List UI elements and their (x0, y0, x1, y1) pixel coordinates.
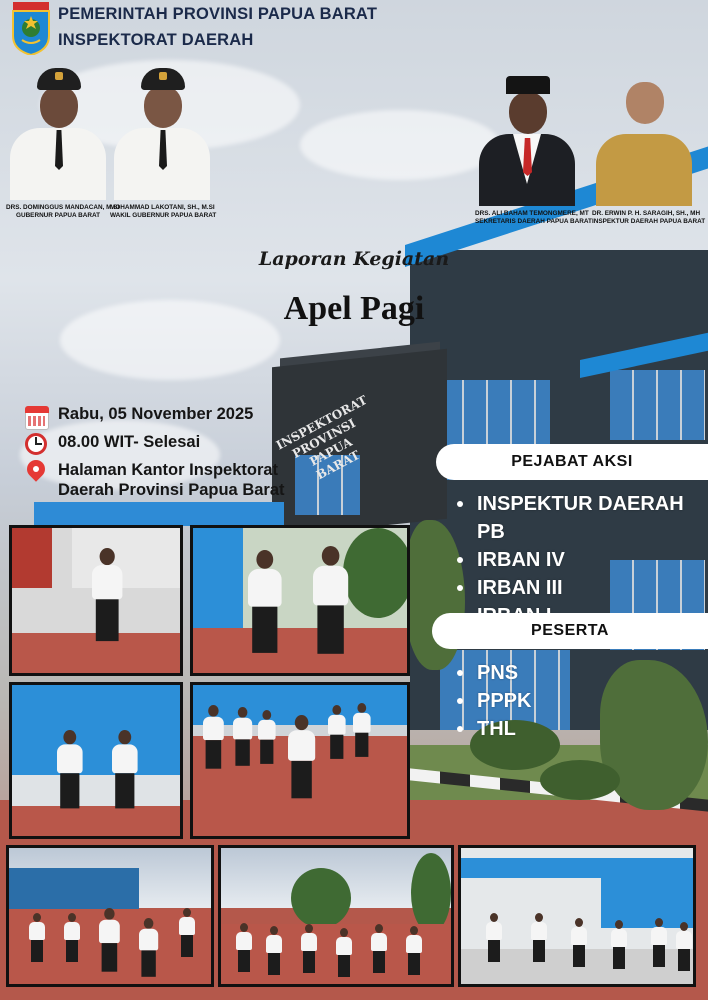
photo-participants-ranks (190, 682, 410, 839)
photo-exercise-1 (6, 845, 214, 987)
official-name: DRS. DOMINGGUS MANDACAN, M.SI (6, 204, 120, 211)
report-title-script: Laporan Kegiatan (258, 248, 450, 270)
header-government-title: PEMERINTAH PROVINSI PAPUA BARAT (58, 5, 378, 23)
photo-speaker-at-podium (9, 525, 183, 676)
official-role: GUBERNUR PAPUA BARAT (15, 212, 101, 219)
pejabat-aksi-list (457, 490, 708, 630)
pejabat-aksi-heading: PEJABAT AKSI (436, 444, 708, 480)
official-portrait (6, 68, 110, 200)
event-title: Apel Pagi (283, 290, 425, 327)
photo-exercise-3 (458, 845, 696, 987)
official-name: MOHAMMAD LAKOTANI, SH., M.SI (110, 204, 215, 211)
event-date: Rabu, 05 November 2025 (58, 405, 254, 423)
event-time: 08.00 WIT- Selesai (58, 433, 201, 451)
low-building (34, 502, 284, 526)
building-windows (610, 370, 705, 440)
building-sign: INSPEKTORAT PROVINSI PAPUA BARAT (273, 392, 370, 483)
photo-two-officials (190, 525, 410, 676)
location-pin-icon (24, 460, 48, 486)
official-role: SEKRETARIS DAERAH PAPUA BARAT (475, 218, 592, 225)
official-portrait (110, 68, 214, 200)
peserta-heading: PESERTA (432, 613, 708, 649)
list-item: IRBAN III (457, 574, 708, 602)
official-vice-governor (110, 68, 217, 220)
photo-exercise-2 (218, 845, 454, 987)
official-portrait (475, 74, 579, 206)
official-governor (6, 68, 120, 220)
info-location-row (24, 460, 285, 500)
event-location-line1: Halaman Kantor Inspektorat (58, 461, 279, 479)
info-time-row (24, 432, 200, 458)
official-inspector (592, 74, 706, 226)
info-date-row (24, 404, 253, 430)
list-item: INSPEKTUR DAERAH PB (457, 490, 708, 546)
calendar-icon (24, 404, 48, 430)
bush (540, 760, 620, 800)
official-portrait (592, 74, 696, 206)
header-office-title: INSPEKTORAT DAERAH (58, 31, 254, 49)
official-regional-secretary (475, 74, 592, 226)
list-item: PPPK (457, 687, 531, 715)
event-location-line2: Daerah Provinsi Papua Barat (58, 481, 285, 499)
province-logo-icon (11, 2, 51, 55)
clock-icon (24, 432, 48, 458)
official-name: DR. ERWIN P. H. SARAGIH, SH., MH (592, 210, 701, 217)
peserta-list (457, 659, 531, 743)
official-role: WAKIL GUBERNUR PAPUA BARAT (110, 212, 217, 219)
official-name: DRS. ALI BAHAM TEMONGMERE, MT (475, 210, 589, 217)
cloud (300, 110, 500, 180)
list-item: IRBAN IV (457, 546, 708, 574)
official-role: INSPEKTUR DAERAH PAPUA BARAT (592, 218, 706, 225)
list-item: PNS (457, 659, 531, 687)
event-location (58, 460, 285, 500)
photo-two-women (9, 682, 183, 839)
list-item: THL (457, 715, 531, 743)
